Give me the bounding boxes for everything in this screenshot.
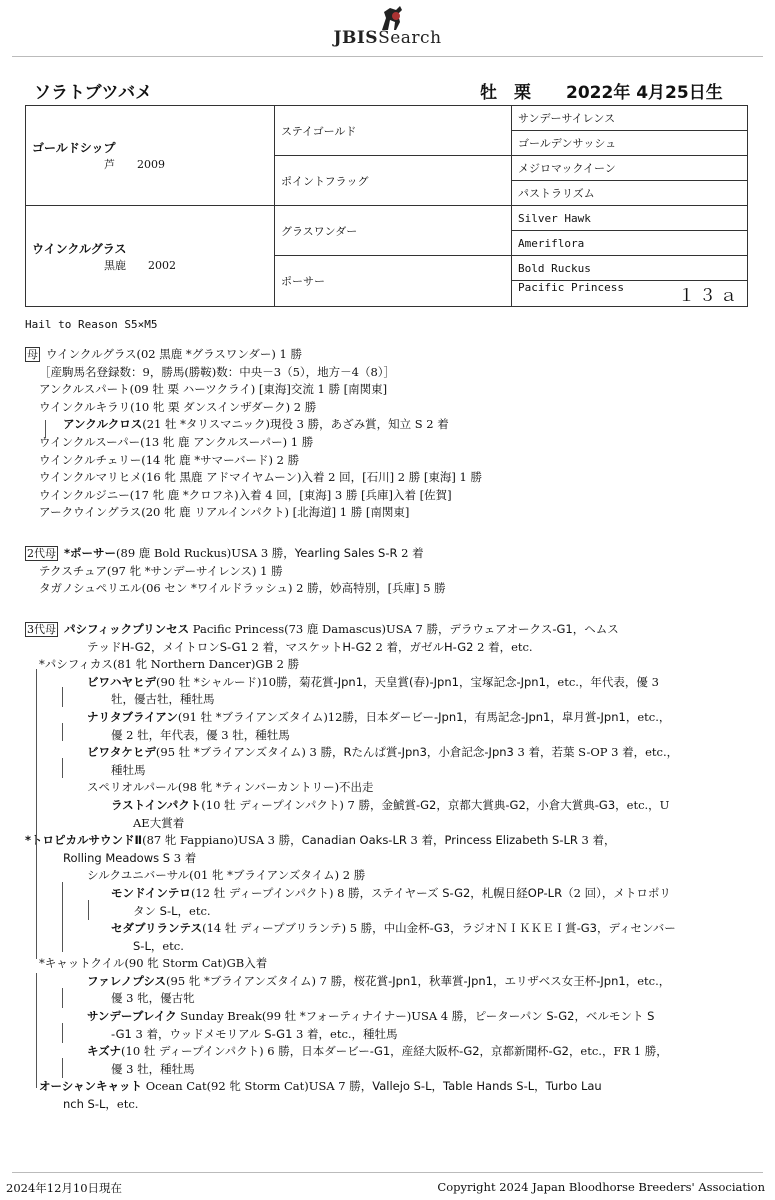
dam3-tag: 3代母: [27, 623, 56, 636]
record-text: ，etc.: [105, 1097, 139, 1112]
horse-link[interactable]: モンドインテロ: [111, 885, 191, 900]
pedigree-ddd[interactable]: Pacific Princess: [518, 281, 624, 294]
record-text: ウインクルチェリー(14 牝 鹿 *サマーバード) 2 勝: [39, 452, 300, 467]
race-text: nch S-L: [63, 1097, 106, 1112]
dam3-line: [25, 639, 678, 657]
record-text: ウインクルスーパー(13 牝 鹿 アンクルスーパー) 1 勝: [39, 434, 314, 449]
dam3-line: [25, 867, 678, 885]
race-text: ピーターパン S-G2，ベルモント S: [474, 1009, 655, 1024]
copyright: Copyright 2024 Japan Bloodhorse Breeders' Association: [437, 1180, 765, 1194]
horse-link[interactable]: セダブリランテス: [111, 921, 203, 936]
dam2-line: [25, 545, 446, 563]
record-text: ，etc.: [150, 938, 184, 953]
horse-logo-icon: [376, 4, 406, 35]
race-text: デラウェアオークス-G1，ヘムス: [449, 622, 619, 636]
footer-divider: [12, 1172, 763, 1173]
horse-link[interactable]: *トロピカルサウンドⅡ: [25, 833, 143, 848]
race-text: テッドH-G2，メイトロンS-G1: [87, 639, 248, 654]
tree-line: [36, 973, 37, 1088]
record-text: Ocean Cat(92 牝 Storm Cat)USA 7 勝，: [142, 1079, 373, 1094]
record-text: ウインクルジニー(17 牝 鹿 *クロフネ)入着 4 回，[東海] 3 勝 [兵庫]入着 [佐賀]: [39, 487, 452, 502]
dam3-line: [25, 955, 678, 973]
race-text: Yearling Sales S-R: [294, 546, 398, 560]
horse-birth-date: 2022年 4月25日生: [566, 83, 723, 103]
record-text: アンクルスパート(09 牡 栗 ハーツクライ) [東海]交流 1 勝 [南関東]: [39, 382, 388, 397]
record-text: (10 牡 ディープインパクト) 7 勝，: [201, 797, 382, 812]
record-text: ，etc.: [177, 903, 211, 918]
record-text: AE大賞着: [133, 815, 185, 830]
tree-line: [62, 1023, 63, 1043]
pedigree-sd[interactable]: ポイントフラッグ: [275, 156, 512, 206]
dam-year: 2002: [148, 258, 176, 272]
pedigree-dds[interactable]: Bold Ruckus: [512, 256, 748, 281]
record-text: （2 回），: [562, 885, 614, 900]
pedigree-dd[interactable]: ポーサー: [275, 256, 512, 307]
record-text: 2 着，etc.: [473, 639, 533, 654]
record-text: 2 着，: [371, 639, 410, 654]
dam3-line: [25, 656, 678, 674]
horse-link[interactable]: ラストインパクト: [111, 797, 202, 812]
dam1-line: [25, 346, 482, 364]
as-of-date: 2024年12月10日現在: [6, 1181, 123, 1195]
horse-link[interactable]: パシフィックプリンセス: [64, 622, 190, 636]
dam2-tag: 2代母: [27, 547, 56, 560]
record-text: 優 3 牝，優古牝: [111, 991, 195, 1006]
record-text: 優 2 牡，年代表，優 3 牡，種牡馬: [111, 727, 290, 742]
record-text: 3 着，: [131, 1026, 170, 1041]
record-text: ，etc.，U: [615, 797, 670, 812]
horse-name: ソラトブツバメ: [34, 83, 153, 103]
race-text: ガゼルH-G2: [409, 639, 474, 654]
pedigree-ss[interactable]: ステイゴールド: [275, 106, 512, 156]
record-text: 2 着: [397, 546, 424, 560]
tree-line: [62, 882, 63, 952]
record-text: 優 3 牡，種牡馬: [111, 1061, 195, 1076]
pedigree-dsd[interactable]: Ameriflora: [512, 231, 748, 256]
race-text: -G1: [111, 1026, 132, 1041]
horse-link[interactable]: ファレノプシス: [87, 973, 167, 988]
dam1-tag: 母: [27, 348, 38, 361]
tree-line: [88, 900, 89, 920]
dam3-line: [25, 815, 678, 833]
dam-color: 黒鹿: [104, 258, 126, 272]
dam1-line: [25, 381, 482, 399]
pedigree-table: [25, 105, 748, 307]
record-text: 3 着: [170, 850, 197, 865]
tree-line: [45, 420, 46, 438]
race-text: メトロポリ: [613, 885, 671, 900]
dam3-line: [25, 797, 678, 815]
pedigree-sss[interactable]: サンデーサイレンス: [512, 106, 748, 131]
record-text: タガノシュペリエル(06 セン *ワイルドラッシュ) 2 勝，妙高特別，[兵庫] 5 勝: [39, 581, 446, 596]
record-text: ，etc.，: [625, 709, 671, 724]
pedigree-sds[interactable]: メジロマックイーン: [512, 156, 748, 181]
record-text: アークウイングラス(20 牝 鹿 リアルインパクト) [北海道] 1 勝 [南関東]: [39, 505, 410, 520]
record-text: 3 着，: [577, 833, 616, 848]
record-text: シルクユニバーサル(01 牝 *ブライアンズタイム) 2 勝: [87, 868, 366, 883]
record-text: *キャットクイル(90 牝 Storm Cat)GB入着: [39, 956, 268, 971]
dam2-line: [25, 563, 446, 581]
race-text: Vallejo S-L，Table Hands S-L，Turbo Lau: [372, 1079, 602, 1094]
race-text: 桜花賞-Jpn1，秋華賞-Jpn1，エリザベス女王杯-Jpn1: [353, 973, 626, 988]
record-text: 3 着，: [406, 833, 445, 848]
record-text: (10 牡 ディープインパクト) 6 勝，: [121, 1044, 302, 1059]
header-divider: [12, 56, 763, 57]
dam1-section: [25, 346, 482, 522]
record-text: (89 鹿 Bold Ruckus)USA 3 勝，: [116, 546, 295, 560]
race-text: ステイヤーズ S-G2，札幌日経OP-LR: [371, 885, 563, 900]
inbreeding-line: Hail to Reason S5×M5: [25, 318, 158, 331]
dam3-line: [25, 727, 678, 745]
record-text: Sunday Break(99 牡 *フォーティナイナー)USA 4 勝，: [176, 1009, 475, 1024]
dam1-line: [25, 487, 482, 505]
dam3-section: [25, 621, 678, 1114]
dam3-line: [25, 850, 678, 868]
tree-line: [62, 687, 63, 707]
sire-year: 2009: [137, 158, 165, 171]
logo-text-search: Search: [378, 28, 442, 48]
race-text: Canadian Oaks-LR: [301, 833, 407, 848]
race-text: Princess Elizabeth S-LR: [444, 833, 578, 848]
dam3-line: [25, 779, 678, 797]
dam3-line: [25, 1043, 678, 1061]
pedigree-ds[interactable]: グラスワンダー: [275, 206, 512, 256]
race-text: マスケットH-G2: [285, 639, 372, 654]
dam3-line: [25, 1096, 678, 1114]
record-text: テクスチュア(97 牝 *サンデーサイレンス) 1 勝: [39, 563, 283, 578]
dam1-line: [25, 452, 482, 470]
dam3-line: [25, 744, 678, 762]
dam1-line: [25, 364, 482, 382]
race-text: ウッドメモリアル S-G1: [169, 1026, 293, 1041]
tree-line: [36, 669, 37, 959]
dam3-line: [25, 990, 678, 1008]
pedigree-sdd[interactable]: パストラリズム: [512, 181, 748, 206]
dam1-line: [25, 469, 482, 487]
record-text: (87 牝 Fappiano)USA 3 勝，: [142, 833, 302, 848]
dam3-line: [25, 903, 678, 921]
record-text: (95 牝 *ブライアンズタイム) 7 勝，: [166, 973, 354, 988]
dam3-line: [25, 762, 678, 780]
record-text: ［産駒馬名登録数：9，勝馬(勝鞍)数：中央－3（5），地方－4（8）］: [39, 364, 396, 379]
record-text: ，etc.，FR 1 勝，: [568, 1044, 668, 1059]
sire-name[interactable]: ゴールドシップ: [32, 141, 116, 155]
logo-text-jbis: JBIS: [333, 28, 379, 48]
family-number: １３ａ: [678, 286, 741, 306]
dam-name[interactable]: ウインクルグラス: [32, 241, 127, 256]
dam3-line: [25, 1026, 678, 1044]
race-text: Rたんぱ賞-Jpn3，小倉記念-Jpn3: [343, 745, 514, 760]
sire-color: 芦: [104, 158, 115, 171]
dam1-line: [25, 434, 482, 452]
record-text: ウインクルキラリ(10 牝 栗 ダンスインザダーク) 2 勝: [39, 399, 317, 414]
dam3-line: [25, 709, 678, 727]
race-text: タン S-L: [133, 903, 178, 918]
record-text: (90 牡 *シャルード)10勝，: [156, 674, 300, 689]
record-text: ウインクルグラス(02 黒鹿 *グラスワンダー) 1 勝: [46, 347, 302, 361]
race-text: 日本ダービー-G1，産経大阪杯-G2，京都新聞杯-G2: [301, 1044, 569, 1059]
dam2-section: [25, 545, 446, 598]
pedigree-dam-cell: [26, 206, 275, 307]
horse-link[interactable]: ビワハヤヒデ: [87, 674, 156, 689]
record-text: ，etc.，: [625, 973, 671, 988]
horse-link[interactable]: サンデーブレイク: [87, 1009, 177, 1024]
record-text: 2 着，: [247, 639, 286, 654]
tree-line: [62, 1058, 63, 1078]
horse-link[interactable]: ナリタブライアン: [87, 709, 178, 724]
race-text: S-L: [133, 938, 151, 953]
record-text: ウインクルマリヒメ(16 牝 黒鹿 アドマイヤムーン)入着 2 回，[石川] 2 勝 [東海] 1 勝: [39, 470, 482, 485]
horse-link[interactable]: *ポーサー: [64, 546, 117, 560]
dam3-line: [25, 621, 678, 639]
pedigree-sire-cell: [26, 106, 275, 206]
record-text: 種牡馬: [111, 762, 146, 777]
dam3-line: [25, 1008, 678, 1026]
record-text: 牡，優古牡，種牡馬: [111, 692, 215, 707]
dam1-line: [25, 504, 482, 522]
race-text: 金鯱賞-G2，京都大賞典-G2，小倉大賞典-G3: [381, 797, 616, 812]
dam3-line: [25, 885, 678, 903]
horse-link[interactable]: オーシャンキャット: [39, 1079, 143, 1094]
dam3-line: [25, 691, 678, 709]
horse-sex-color: 牡 栗: [480, 83, 531, 103]
record-text: (95 牡 *ブライアンズタイム) 3 勝，: [155, 745, 344, 760]
jbis-logo[interactable]: [0, 6, 775, 48]
horse-link[interactable]: キズナ: [87, 1044, 122, 1059]
pedigree-ddd-cell: [512, 281, 748, 307]
record-text: *パシフィカス(81 牝 Northern Dancer)GB 2 勝: [39, 657, 300, 672]
record-text: ，etc.，年代表，優 3: [545, 674, 659, 689]
dam3-line: [25, 832, 678, 850]
record-text: (91 牡 *ブライアンズタイム)12勝，: [177, 709, 366, 724]
dam1-line: [25, 399, 482, 417]
pedigree-ssd[interactable]: ゴールデンサッシュ: [512, 131, 748, 156]
race-text: Rolling Meadows S: [63, 850, 171, 865]
dam3-line: [25, 938, 678, 956]
record-text: (12 牡 ディープインパクト) 8 勝，: [190, 885, 372, 900]
record-text: (21 牡 *タリスマニック)現役 3 勝，あざみ賞，知立 S 2 着: [142, 417, 449, 432]
dam1-line: [25, 416, 482, 434]
horse-link[interactable]: アンクルクロス: [63, 417, 143, 432]
dam3-line: [25, 1078, 678, 1096]
pedigree-dss[interactable]: Silver Hawk: [512, 206, 748, 231]
dam3-line: [25, 674, 678, 692]
dam2-line: [25, 580, 446, 598]
record-text: (14 牡 ディープブリランテ) 5 勝，: [202, 921, 384, 936]
record-text: 3 着，若葉 S-OP 3 着，etc.，: [513, 745, 679, 760]
horse-link[interactable]: ビワタケヒデ: [87, 745, 156, 760]
race-text: 菊花賞-Jpn1，天皇賞(春)-Jpn1，宝塚記念-Jpn1: [299, 674, 546, 689]
tree-line: [62, 988, 63, 1008]
record-text: スペリオルパール(98 牝 *ティンバーカントリー)不出走: [87, 780, 374, 795]
race-text: 中山金杯-G3，ラジオＮＩＫＫＥＩ賞-G3，ディセンバー: [383, 921, 676, 936]
dam3-line: [25, 1061, 678, 1079]
dam3-line: [25, 920, 678, 938]
tree-line: [62, 758, 63, 778]
dam3-line: [25, 973, 678, 991]
record-text: Pacific Princess(73 鹿 Damascus)USA 7 勝，: [189, 622, 450, 636]
record-text: 3 着，etc.，種牡馬: [292, 1026, 398, 1041]
tree-line: [62, 723, 63, 741]
race-text: 日本ダービー-Jpn1，有馬記念-Jpn1，皐月賞-Jpn1: [365, 709, 626, 724]
